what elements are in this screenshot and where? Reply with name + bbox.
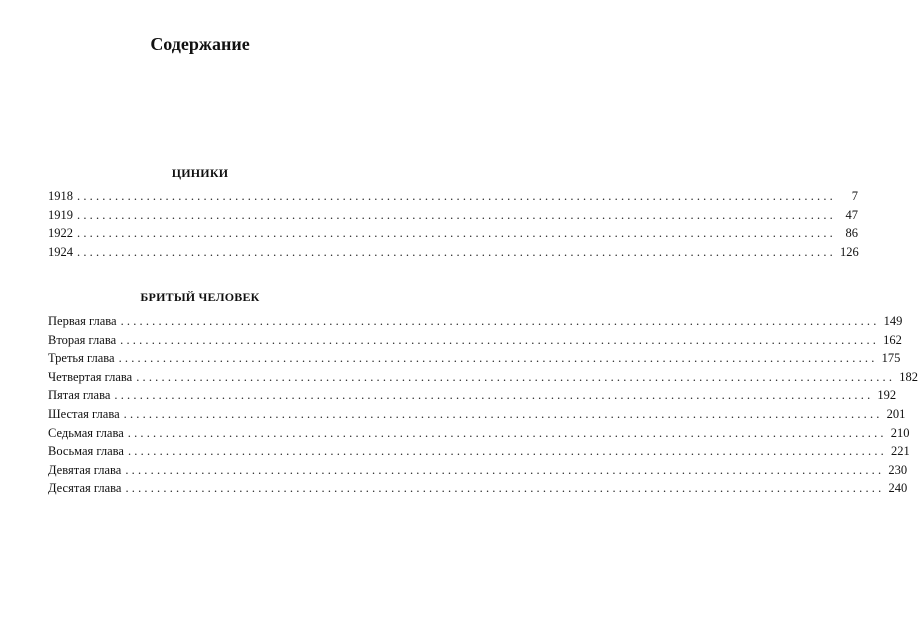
- toc-entry-page: 162: [883, 332, 902, 347]
- dot-leader: ........................................................................................................................: [123, 406, 883, 421]
- dot-leader: ........................................................................................................................: [114, 388, 874, 403]
- dot-leader: ........................................................................................................................: [136, 369, 896, 384]
- toc-entry-label: Четвертая глава: [48, 369, 133, 384]
- toc-entry[interactable]: [48, 224, 858, 243]
- toc-entry-label: Седьмая глава: [48, 425, 124, 440]
- toc-entry[interactable]: [48, 368, 918, 387]
- dot-leader: ........................................................................................................................: [77, 189, 836, 203]
- toc-entry-page: 221: [890, 444, 910, 459]
- toc-entry-label: 1922: [48, 226, 73, 241]
- toc-entry[interactable]: [48, 187, 858, 206]
- toc-entry[interactable]: [48, 312, 903, 331]
- toc-list-ciniki: [48, 187, 859, 261]
- page-title: Содержание: [150, 34, 250, 54]
- toc-entry[interactable]: [48, 424, 910, 443]
- dot-leader: ........................................................................................................................: [77, 207, 836, 222]
- toc-list-brityi-chelovek: [48, 312, 918, 498]
- toc-entry-label: Третья глава: [48, 351, 115, 366]
- dot-leader: ........................................................................................................................: [127, 425, 887, 440]
- toc-entry-page: 201: [886, 406, 906, 421]
- toc-entry-page: 182: [899, 369, 918, 384]
- section-title-ciniki: ЦИНИКИ: [171, 166, 229, 180]
- toc-entry[interactable]: [48, 386, 897, 405]
- toc-entry-page: 240: [888, 481, 908, 496]
- toc-entry-label: Девятая глава: [48, 462, 122, 477]
- section-title-brityi-chelovek: БРИТЫЙ ЧЕЛОВЕК: [140, 290, 260, 304]
- toc-entry-page: 230: [888, 462, 908, 477]
- toc-entry[interactable]: [48, 243, 859, 262]
- toc-entry-page: 47: [845, 207, 858, 222]
- dot-leader: ........................................................................................................................: [77, 226, 836, 241]
- toc-entry-label: Восьмая глава: [48, 444, 124, 459]
- toc-entry-label: 1919: [48, 207, 73, 222]
- toc-entry-page: 149: [883, 314, 903, 328]
- toc-entry[interactable]: [48, 405, 906, 424]
- dot-leader: ........................................................................................................................: [120, 314, 880, 328]
- toc-entry[interactable]: [48, 461, 908, 480]
- toc-entry[interactable]: [48, 206, 858, 225]
- toc-entry[interactable]: [48, 349, 901, 368]
- toc-entry-page: 210: [890, 425, 910, 440]
- dot-leader: ........................................................................................................................: [77, 244, 836, 259]
- dot-leader: ........................................................................................................................: [125, 481, 885, 496]
- toc-entry[interactable]: [48, 479, 908, 498]
- toc-entry-label: 1924: [48, 244, 73, 259]
- toc-entry-page: 126: [840, 244, 859, 259]
- toc-entry-label: Пятая глава: [48, 388, 111, 403]
- toc-entry-page: 86: [845, 226, 858, 241]
- dot-leader: ........................................................................................................................: [120, 332, 880, 347]
- toc-entry-label: Первая глава: [48, 314, 117, 328]
- toc-entry[interactable]: [48, 331, 902, 350]
- dot-leader: ........................................................................................................................: [127, 444, 887, 459]
- dot-leader: ........................................................................................................................: [118, 351, 878, 366]
- toc-entry-page: 192: [877, 388, 897, 403]
- toc-entry[interactable]: [48, 442, 910, 461]
- toc-entry-label: Десятая глава: [48, 481, 122, 496]
- toc-entry-page: 175: [881, 351, 901, 366]
- toc-entry-label: Шестая глава: [48, 406, 120, 421]
- toc-entry-page: 7: [851, 189, 858, 203]
- toc-entry-label: Вторая глава: [48, 332, 117, 347]
- toc-entry-label: 1918: [48, 189, 73, 203]
- dot-leader: ........................................................................................................................: [125, 462, 885, 477]
